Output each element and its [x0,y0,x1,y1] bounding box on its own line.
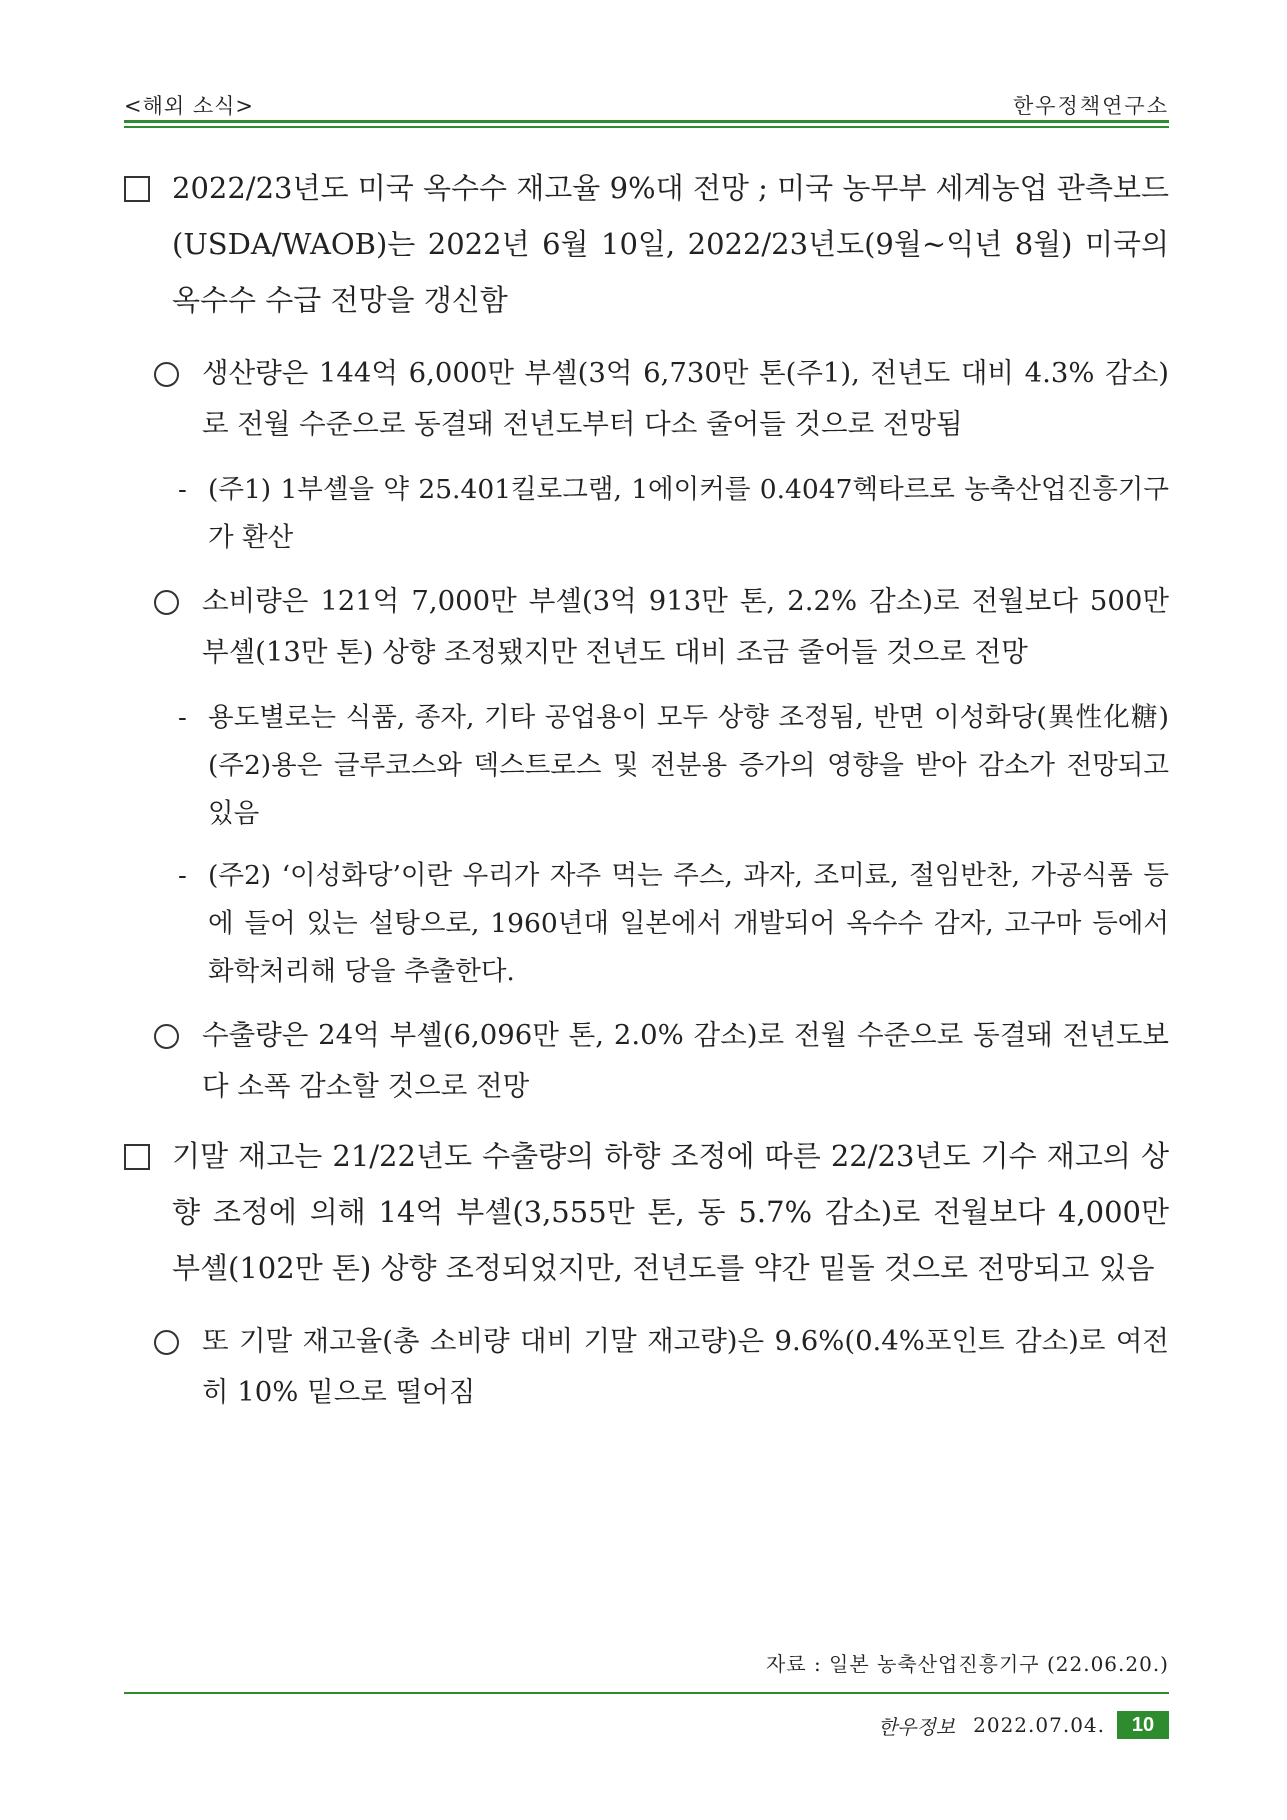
paragraph-text: 소비량은 121억 7,000만 부셸(3억 913만 톤, 2.2% 감소)로 전월보다 500만 부셸(13만 톤) 상향 조정됐지만 전년도 대비 조금 줄어들 것으로 전망 [202,585,1169,668]
paragraph-text: 용도별로는 식품, 종자, 기타 공업용이 모두 상향 조정됨, 반면 이성화당(異性化糖)(주2)용은 글루코스와 덱스트로스 및 전분용 증가의 영향을 받아 감소가 전망되고 있음 [208,702,1169,829]
paragraph [124,1316,1169,1418]
dash-bullet-icon: - [178,703,187,733]
circle-bullet-icon [154,1010,179,1066]
circle-bullet-icon [154,576,179,632]
paragraph [124,1128,1169,1296]
circle-bullet-icon [154,348,179,404]
header-rule-thick [124,120,1169,123]
paragraph-text: (주2) ‘이성화당’이란 우리가 자주 먹는 주스, 과자, 조미료, 절임반찬, 가공식품 등에 들어 있는 설탕으로, 1960년대 일본에서 개발되어 옥수수 감자, 고구마 등에서 화학처리해 당을 추출한다. [208,860,1169,987]
page-header [124,82,1169,122]
paragraph [124,348,1169,450]
square-bullet-icon [124,160,150,220]
paragraph-text: 생산량은 144억 6,000만 부셸(3억 6,730만 톤(주1), 전년도 대비 4.3% 감소)로 전월 수준으로 동결돼 전년도부터 다소 줄어들 것으로 전망됨 [202,357,1169,440]
paragraph [124,576,1169,678]
circle-bullet-icon [154,1316,179,1372]
paragraph [124,694,1169,838]
paragraph [124,466,1169,562]
publication-date: 2022.07.04. [973,1713,1105,1737]
section-label: <해외 소식> [124,94,255,118]
paragraph-text: (주1) 1부셸을 약 25.401킬로그램, 1에이커를 0.4047헥타르로 농축산업진흥기구가 환산 [208,474,1169,553]
publication-name: 한우정보 [877,1714,956,1739]
source-citation: 자료 : 일본 농축산업진흥기구 (22.06.20.) [765,1652,1169,1676]
footer-rule [124,1692,1169,1694]
dash-bullet-icon: - [178,475,187,505]
page-footer [878,1711,1169,1739]
square-bullet-icon [124,1128,150,1188]
paragraph-text: 2022/23년도 미국 옥수수 재고율 9%대 전망 ; 미국 농무부 세계농업 관측보드(USDA/WAOB)는 2022년 6월 10일, 2022/23년도(9월~익년 8월) 미국의 옥수수 수급 전망을 갱신함 [172,171,1169,317]
paragraph [124,160,1169,328]
paragraph [124,852,1169,996]
paragraph-text: 수출량은 24억 부셸(6,096만 톤, 2.0% 감소)로 전월 수준으로 동결돼 전년도보다 소폭 감소할 것으로 전망 [202,1019,1169,1102]
paragraph-text: 기말 재고는 21/22년도 수출량의 하향 조정에 따른 22/23년도 기수 재고의 상향 조정에 의해 14억 부셸(3,555만 톤, 동 5.7% 감소)로 전월보다 4,000만 부셸(102만 톤) 상향 조정되었지만, 전년도를 약간 밑돌 것으로 전망되고 있음 [172,1139,1169,1285]
document-body [124,160,1169,1434]
dash-bullet-icon: - [178,861,187,891]
page-number: 10 [1117,1711,1169,1739]
paragraph-text: 또 기말 재고율(총 소비량 대비 기말 재고량)은 9.6%(0.4%포인트 감소)로 여전히 10% 밑으로 떨어짐 [202,1325,1169,1408]
organization-name: 한우정책연구소 [1012,94,1169,118]
header-rule-thin [124,126,1169,128]
paragraph [124,1010,1169,1112]
